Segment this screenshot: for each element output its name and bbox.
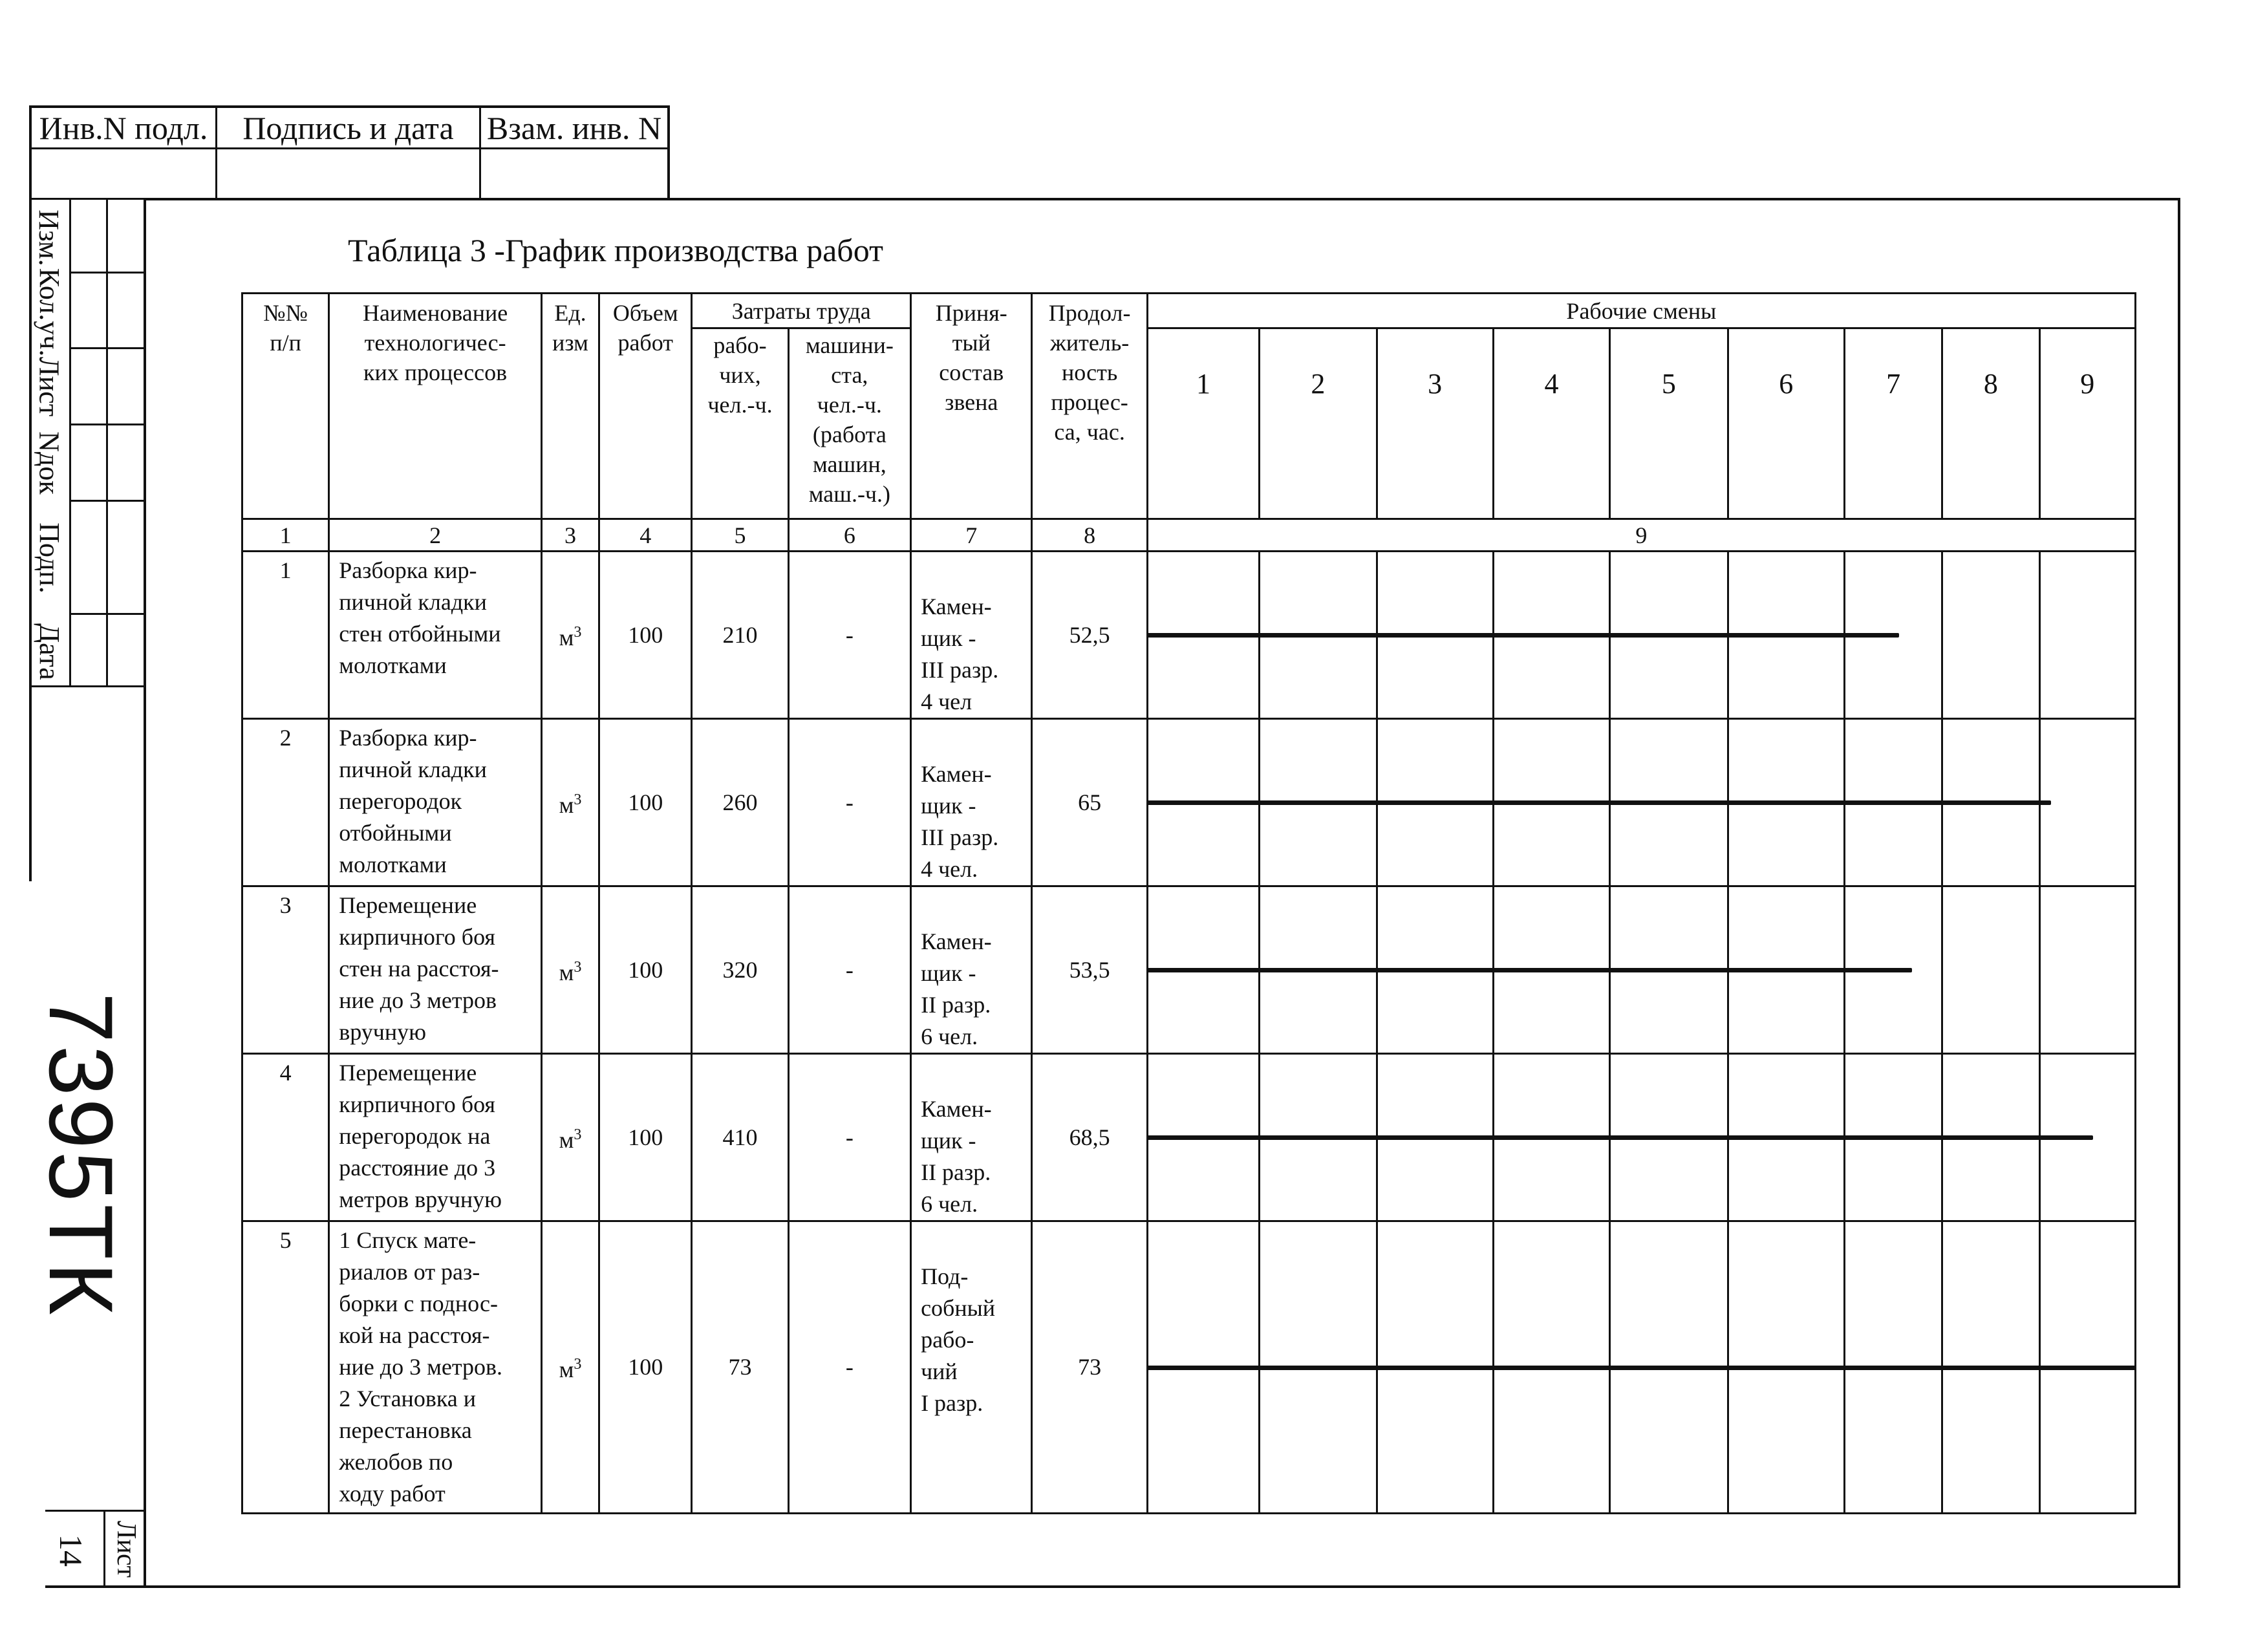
- header-labor-group: Затраты труда: [692, 294, 911, 328]
- shift-number: 9: [2039, 328, 2135, 519]
- row-workers: 210: [692, 552, 788, 719]
- column-number: 5: [692, 519, 788, 552]
- shift-number: 8: [1942, 328, 2039, 519]
- revision-podp-label: Подп.: [34, 522, 65, 594]
- row-process-name: Перемещение кирпичного боя перегородок на расстояние до 3 метров вручную: [329, 1054, 542, 1221]
- shift-number: 6: [1728, 328, 1844, 519]
- column-number: 2: [329, 519, 542, 552]
- unit-superscript: 3: [574, 791, 582, 808]
- revision-izm-label: Изм.: [33, 209, 65, 266]
- column-number: 7: [911, 519, 1032, 552]
- stamp-signature-date-label: Подпись и дата: [242, 109, 454, 146]
- sheet-label: Лист: [111, 1521, 141, 1578]
- row-workers: 410: [692, 1054, 788, 1221]
- shift-number: 4: [1493, 328, 1609, 519]
- row-duration: 52,5: [1032, 552, 1147, 719]
- revision-date-label: Дата: [34, 623, 65, 680]
- row-machinist: -: [788, 552, 910, 719]
- shift-cell: [2039, 719, 2135, 886]
- column-number-row: [242, 519, 2136, 552]
- header-num: №№ п/п: [242, 294, 329, 519]
- column-number: 4: [599, 519, 692, 552]
- row-process-name: Разборка кир- пичной кладки перегородок отбойными молотками: [329, 719, 542, 886]
- row-crew: Под- собный рабо- чий I разр.: [911, 1221, 1032, 1514]
- row-workers: 320: [692, 886, 788, 1054]
- header-name: Наименование технологичес- ких процессов: [329, 294, 542, 519]
- row-machinist: -: [788, 719, 910, 886]
- row-num: 5: [242, 1221, 329, 1514]
- row-volume: 100: [599, 1221, 692, 1514]
- row-unit: [541, 1054, 599, 1221]
- unit-superscript: 3: [574, 958, 582, 976]
- row-unit: [541, 552, 599, 719]
- table-title: Таблица 3 -График производства работ: [348, 232, 883, 268]
- row-volume: 100: [599, 886, 692, 1054]
- row-volume: 100: [599, 552, 692, 719]
- header-row: [242, 294, 2136, 328]
- shift-cell: [2039, 552, 2135, 719]
- shift-number: 2: [1260, 328, 1377, 519]
- shift-cell: [1942, 552, 2039, 719]
- row-process-name: Перемещение кирпичного боя стен на расстоя- ние до 3 метров вручную: [329, 886, 542, 1054]
- row-crew: Камен- щик - II разр. 6 чел.: [911, 886, 1032, 1054]
- unit-base: м: [559, 1126, 574, 1153]
- column-number: 9: [1147, 519, 2135, 552]
- shift-number: 3: [1377, 328, 1493, 519]
- unit-base: м: [559, 959, 574, 985]
- shift-number: 1: [1147, 328, 1259, 519]
- header-unit: Ед. изм: [541, 294, 599, 519]
- row-process-name: Разборка кир- пичной кладки стен отбойными молотками: [329, 552, 542, 719]
- row-crew: Камен- щик - III разр. 4 чел: [911, 552, 1032, 719]
- header-shifts: Рабочие смены: [1147, 294, 2135, 328]
- header-crew: Приня- тый состав звена: [911, 294, 1032, 519]
- unit-base: м: [559, 791, 574, 818]
- unit-superscript: 3: [574, 1356, 582, 1373]
- row-num: 3: [242, 886, 329, 1054]
- gantt-bar: [1147, 1135, 2093, 1140]
- row-machinist: -: [788, 1054, 910, 1221]
- row-duration: 65: [1032, 719, 1147, 886]
- gantt-bar: [1147, 800, 2051, 805]
- revision-ndok-label: Nдок: [33, 431, 65, 495]
- revision-list-label: Лист: [33, 356, 65, 417]
- header-duration: Продол- житель- ность процес- са, час.: [1032, 294, 1147, 519]
- row-process-name: 1 Спуск мате- риалов от раз- борки с поднос- кой на расстоя- ние до 3 метров. 2 Установка и перестановка желобов по ходу работ: [329, 1221, 542, 1514]
- row-unit: [541, 719, 599, 886]
- row-crew: Камен- щик - III разр. 4 чел.: [911, 719, 1032, 886]
- gantt-bar: [1147, 968, 1912, 972]
- row-unit: [541, 886, 599, 1054]
- column-number: 1: [242, 519, 329, 552]
- column-number: 6: [788, 519, 910, 552]
- shift-cell: [1942, 886, 2039, 1054]
- row-num: 2: [242, 719, 329, 886]
- revision-kol-uch-label: Кол.уч.: [34, 268, 65, 357]
- header-volume: Объем работ: [599, 294, 692, 519]
- row-machinist: -: [788, 886, 910, 1054]
- gantt-bar: [1147, 633, 1899, 638]
- row-workers: 73: [692, 1221, 788, 1514]
- stamp-inv-label: Инв.N подл.: [39, 109, 208, 146]
- schedule-table: [241, 292, 2136, 1514]
- row-duration: 53,5: [1032, 886, 1147, 1054]
- header-machinist: машини- ста, чел.-ч. (работа машин, маш.-ч.): [788, 328, 910, 519]
- row-machinist: -: [788, 1221, 910, 1514]
- row-volume: 100: [599, 719, 692, 886]
- row-num: 4: [242, 1054, 329, 1221]
- row-duration: 68,5: [1032, 1054, 1147, 1221]
- stamp-replace-inv-label: Взам. инв. N: [486, 109, 662, 146]
- header-workers: рабо- чих, чел.-ч.: [692, 328, 788, 519]
- unit-base: м: [559, 1357, 574, 1382]
- row-duration: 73: [1032, 1221, 1147, 1514]
- column-number: 8: [1032, 519, 1147, 552]
- unit-superscript: 3: [574, 623, 582, 641]
- shift-cell: [2039, 886, 2135, 1054]
- sheet-number: 14: [53, 1534, 89, 1567]
- row-workers: 260: [692, 719, 788, 886]
- gantt-bar: [1147, 1366, 2135, 1370]
- row-unit: [541, 1221, 599, 1514]
- unit-base: м: [559, 624, 574, 650]
- row-volume: 100: [599, 1054, 692, 1221]
- row-crew: Камен- щик - II разр. 6 чел.: [911, 1054, 1032, 1221]
- unit-superscript: 3: [574, 1126, 582, 1143]
- row-num: 1: [242, 552, 329, 719]
- shift-number: 7: [1844, 328, 1942, 519]
- document-code: 7395ТК: [30, 992, 132, 1318]
- shift-number: 5: [1610, 328, 1728, 519]
- column-number: 3: [541, 519, 599, 552]
